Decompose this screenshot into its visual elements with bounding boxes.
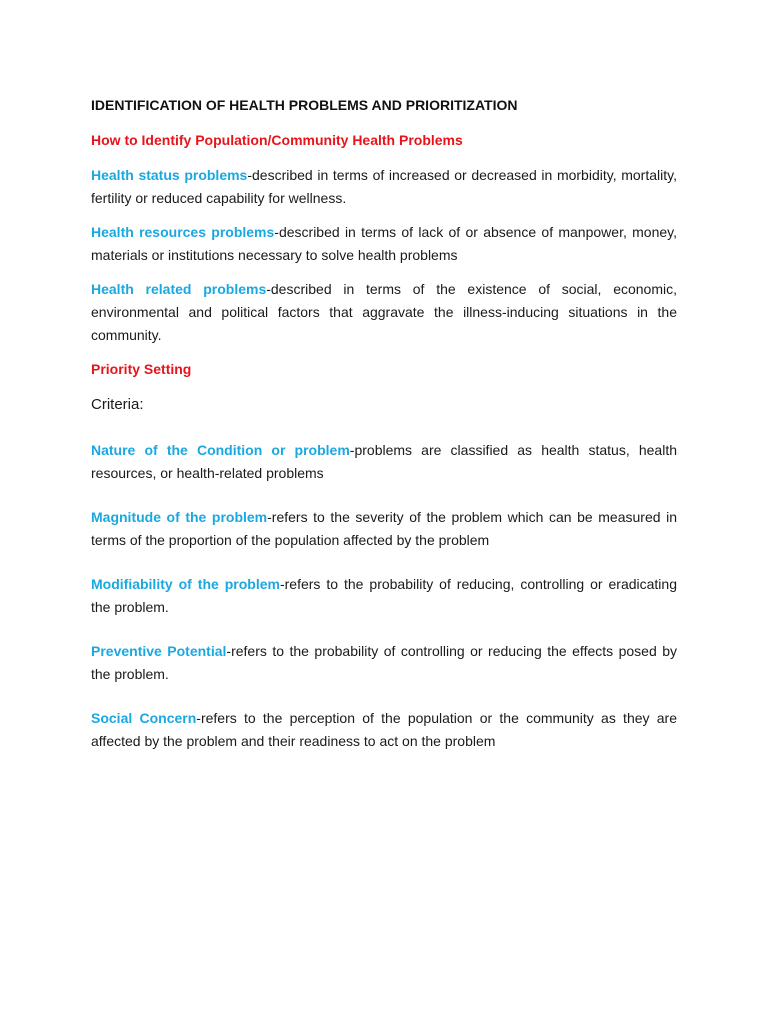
term-social: Social Concern: [91, 710, 197, 726]
term-magnitude: Magnitude of the problem: [91, 509, 268, 525]
criteria-item-modifiability: [91, 573, 677, 619]
term-preventive: Preventive Potential: [91, 643, 227, 659]
description-magnitude: -refers to the severity of the problem which can be measured in terms of the proportion of the population affected by the problem: [91, 509, 677, 548]
section-heading-identify: How to Identify Population/Community Health Problems: [91, 132, 463, 148]
criteria-label: Criteria:: [91, 396, 144, 413]
description-preventive: -refers to the probability of controlling or reducing the effects posed by the problem.: [91, 643, 678, 682]
term-health-resources: Health resources problems: [91, 224, 275, 240]
description-health-resources: -described in terms of lack of or absence of manpower, money, materials or institutions necessary to solve health problems: [91, 224, 677, 263]
description-health-related: -described in terms of the existence of social, economic, environmental and political factors that aggravate the illness-inducing situations in the community.: [91, 281, 677, 343]
section-heading-priority: Priority Setting: [91, 361, 192, 377]
criteria-item-nature: [91, 439, 677, 485]
document-title: IDENTIFICATION OF HEALTH PROBLEMS AND PRIORITIZATION: [91, 97, 518, 113]
term-nature: Nature of the Condition or problem: [91, 442, 350, 458]
identify-item-health-resources: [91, 221, 677, 267]
identify-item-health-status: [91, 164, 677, 210]
document-page: [91, 94, 677, 774]
identify-item-health-related: [91, 278, 677, 347]
description-social: -refers to the perception of the population or the community as they are affected by the problem and their readiness to act on the problem: [91, 710, 678, 749]
description-nature: -problems are classified as health status, health resources, or health-related problems: [91, 442, 677, 481]
description-health-status: -described in terms of increased or decreased in morbidity, mortality, fertility or reduced capability for wellness.: [91, 167, 677, 206]
term-health-related: Health related problems: [91, 281, 267, 297]
term-modifiability: Modifiability of the problem: [91, 576, 280, 592]
criteria-item-magnitude: [91, 506, 677, 552]
criteria-item-social: [91, 707, 677, 753]
term-health-status: Health status problems: [91, 167, 248, 183]
description-modifiability: -refers to the probability of reducing, controlling or eradicating the problem.: [91, 576, 677, 615]
criteria-item-preventive: [91, 640, 677, 686]
